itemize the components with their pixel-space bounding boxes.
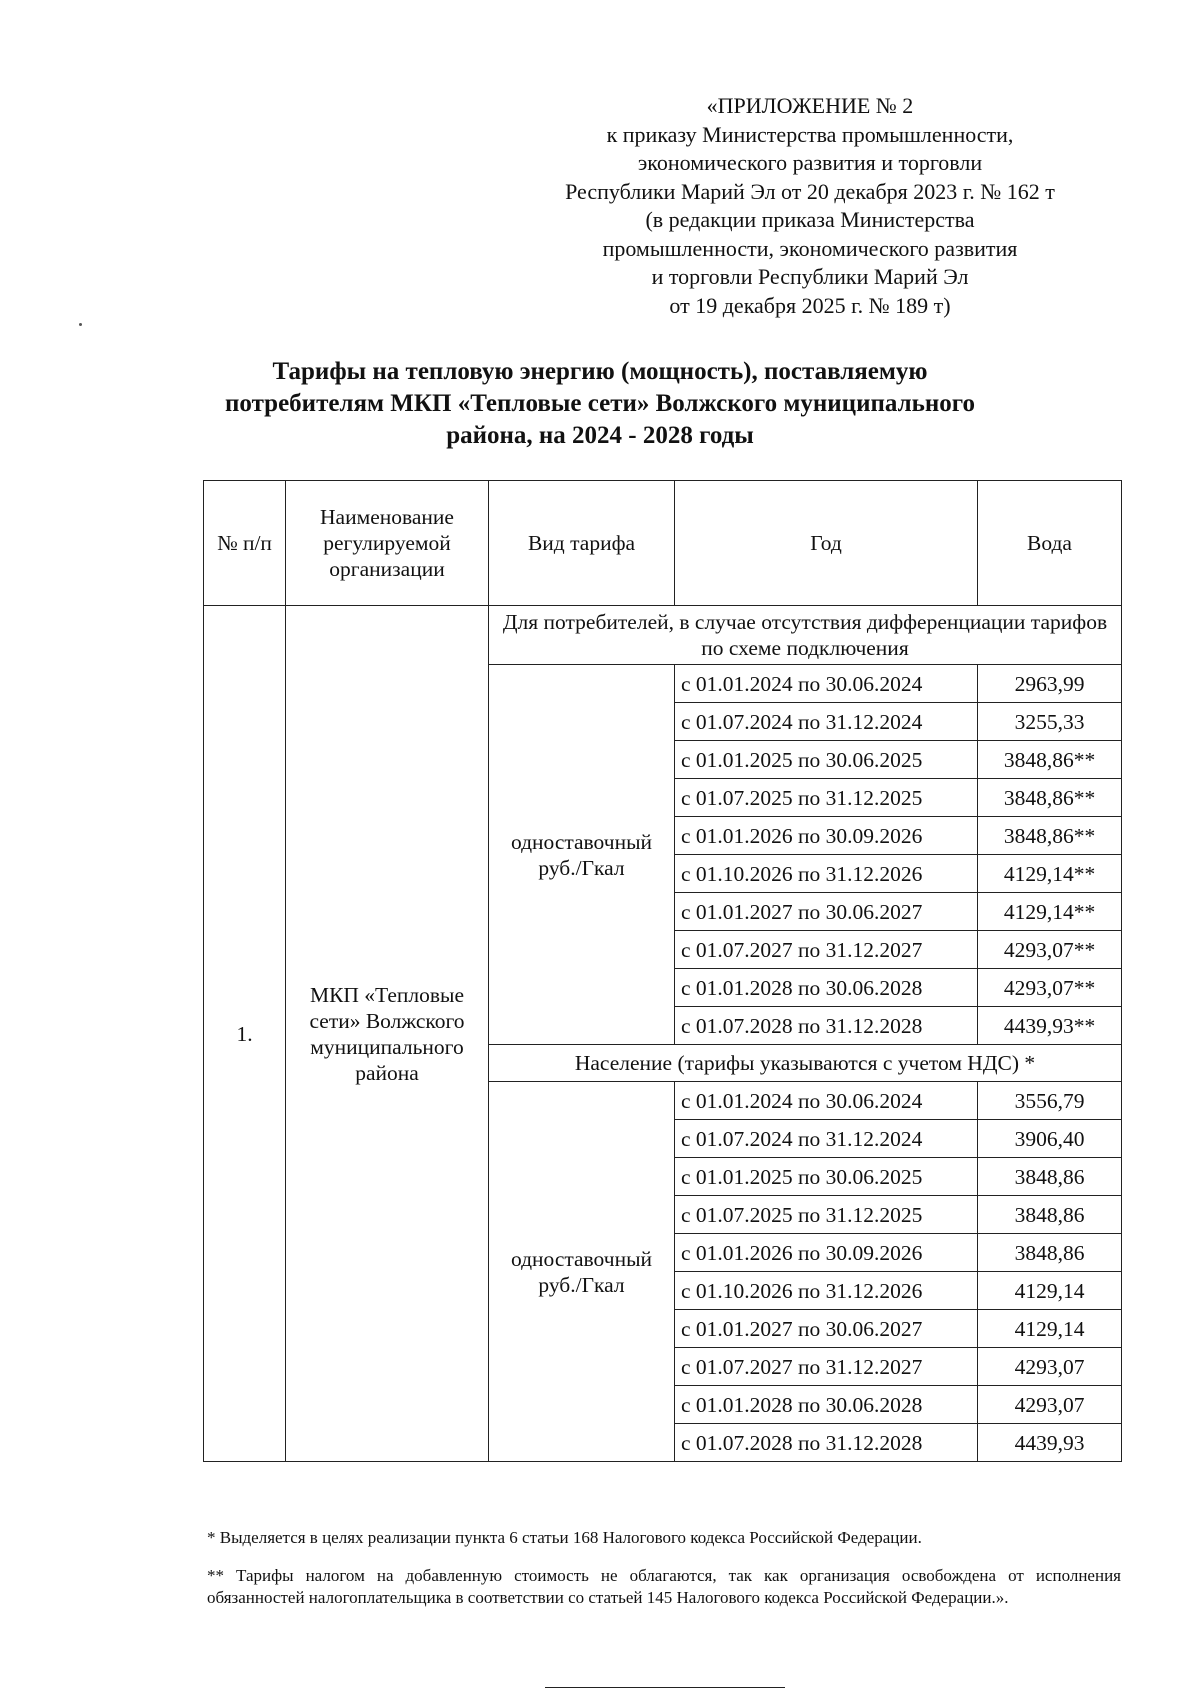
period-cell: с 01.07.2024 по 31.12.2024 xyxy=(675,1120,978,1158)
period-cell: с 01.10.2026 по 31.12.2026 xyxy=(675,1272,978,1310)
row-number: 1. xyxy=(204,606,286,1462)
title-line: района, на 2024 - 2028 годы xyxy=(446,422,754,449)
appendix-line: (в редакции приказа Министерства xyxy=(645,207,975,232)
scan-speck xyxy=(79,323,82,326)
value-cell: 3848,86** xyxy=(978,817,1122,855)
value-cell: 4129,14 xyxy=(978,1310,1122,1348)
tariff-table xyxy=(203,480,1122,1462)
period-cell: с 01.01.2024 по 30.06.2024 xyxy=(675,665,978,703)
period-cell: с 01.01.2026 по 30.09.2026 xyxy=(675,817,978,855)
value-cell: 3848,86 xyxy=(978,1196,1122,1234)
appendix-line: экономического развития и торговли xyxy=(637,150,983,175)
footnote-exemption: ** Тарифы налогом на добавленную стоимость не облагаются, так как организация освобождена от исполнения обязанностей налогоплательщика в соответствии со статьей 145 Налогового кодекса Российской Федерации.». xyxy=(207,1566,1121,1607)
value-cell: 3255,33 xyxy=(978,703,1122,741)
period-cell: с 01.01.2027 по 30.06.2027 xyxy=(675,1310,978,1348)
document-title xyxy=(150,356,1050,452)
period-cell: с 01.07.2024 по 31.12.2024 xyxy=(675,703,978,741)
header-org: Наименование регулируемой организации xyxy=(286,481,489,606)
header-kind: Вид тарифа xyxy=(489,481,675,606)
appendix-line: «ПРИЛОЖЕНИЕ № 2 xyxy=(706,93,914,118)
value-cell: 3848,86 xyxy=(978,1158,1122,1196)
value-cell: 4439,93 xyxy=(978,1424,1122,1462)
appendix-line: и торговли Республики Марий Эл xyxy=(651,264,969,289)
period-cell: с 01.01.2024 по 30.06.2024 xyxy=(675,1082,978,1120)
section-heading: Для потребителей, в случае отсутствия дифференциации тарифов по схеме подключения xyxy=(489,606,1122,665)
table-header-row xyxy=(204,481,1122,606)
appendix-line: Республики Марий Эл от 20 декабря 2023 г. № 162 т xyxy=(565,178,1055,204)
organization-name: МКП «Тепловые сети» Волжского муниципального района xyxy=(286,606,489,1462)
value-cell: 3848,86** xyxy=(978,741,1122,779)
title-line: Тарифы на тепловую энергию (мощность), поставляемую xyxy=(272,358,928,385)
value-cell: 3848,86 xyxy=(978,1234,1122,1272)
period-cell: с 01.01.2027 по 30.06.2027 xyxy=(675,893,978,931)
value-cell: 4293,07** xyxy=(978,969,1122,1007)
period-cell: с 01.01.2028 по 30.06.2028 xyxy=(675,1386,978,1424)
period-cell: с 01.01.2026 по 30.09.2026 xyxy=(675,1234,978,1272)
table-body xyxy=(204,606,1122,1462)
period-cell: с 01.01.2025 по 30.06.2025 xyxy=(675,741,978,779)
period-cell: с 01.07.2027 по 31.12.2027 xyxy=(675,931,978,969)
period-cell: с 01.07.2025 по 31.12.2025 xyxy=(675,1196,978,1234)
period-cell: с 01.10.2026 по 31.12.2026 xyxy=(675,855,978,893)
period-cell: с 01.01.2025 по 30.06.2025 xyxy=(675,1158,978,1196)
period-cell: с 01.07.2025 по 31.12.2025 xyxy=(675,779,978,817)
section-heading: Население (тарифы указываются с учетом НДС) * xyxy=(489,1045,1122,1082)
value-cell: 3906,40 xyxy=(978,1120,1122,1158)
value-cell: 3556,79 xyxy=(978,1082,1122,1120)
header-water: Вода xyxy=(978,481,1122,606)
value-cell: 4293,07** xyxy=(978,931,1122,969)
header-year: Год xyxy=(675,481,978,606)
tariff-kind: одноставочный руб./Гкал xyxy=(489,665,675,1045)
appendix-line: к приказу Министерства промышленности, xyxy=(606,121,1014,147)
value-cell: 4129,14** xyxy=(978,893,1122,931)
value-cell: 4129,14 xyxy=(978,1272,1122,1310)
value-cell: 4129,14** xyxy=(978,855,1122,893)
value-cell: 4439,93** xyxy=(978,1007,1122,1045)
section-heading-row xyxy=(204,606,1122,665)
tariff-kind: одноставочный руб./Гкал xyxy=(489,1082,675,1462)
title-line: потребителям МКП «Тепловые сети» Волжского муниципального xyxy=(225,390,975,417)
appendix-line: от 19 декабря 2025 г. № 189 т) xyxy=(669,292,951,318)
header-num: № п/п xyxy=(204,481,286,606)
period-cell: с 01.01.2028 по 30.06.2028 xyxy=(675,969,978,1007)
value-cell: 2963,99 xyxy=(978,665,1122,703)
appendix-line: промышленности, экономического развития xyxy=(602,235,1018,261)
value-cell: 4293,07 xyxy=(978,1348,1122,1386)
period-cell: с 01.07.2027 по 31.12.2027 xyxy=(675,1348,978,1386)
value-cell: 4293,07 xyxy=(978,1386,1122,1424)
appendix-header xyxy=(520,92,1100,320)
period-cell: с 01.07.2028 по 31.12.2028 xyxy=(675,1007,978,1045)
value-cell: 3848,86** xyxy=(978,779,1122,817)
period-cell: с 01.07.2028 по 31.12.2028 xyxy=(675,1424,978,1462)
footnote-vat: * Выделяется в целях реализации пункта 6 статьи 168 Налогового кодекса Российской Федерации. xyxy=(207,1528,922,1547)
